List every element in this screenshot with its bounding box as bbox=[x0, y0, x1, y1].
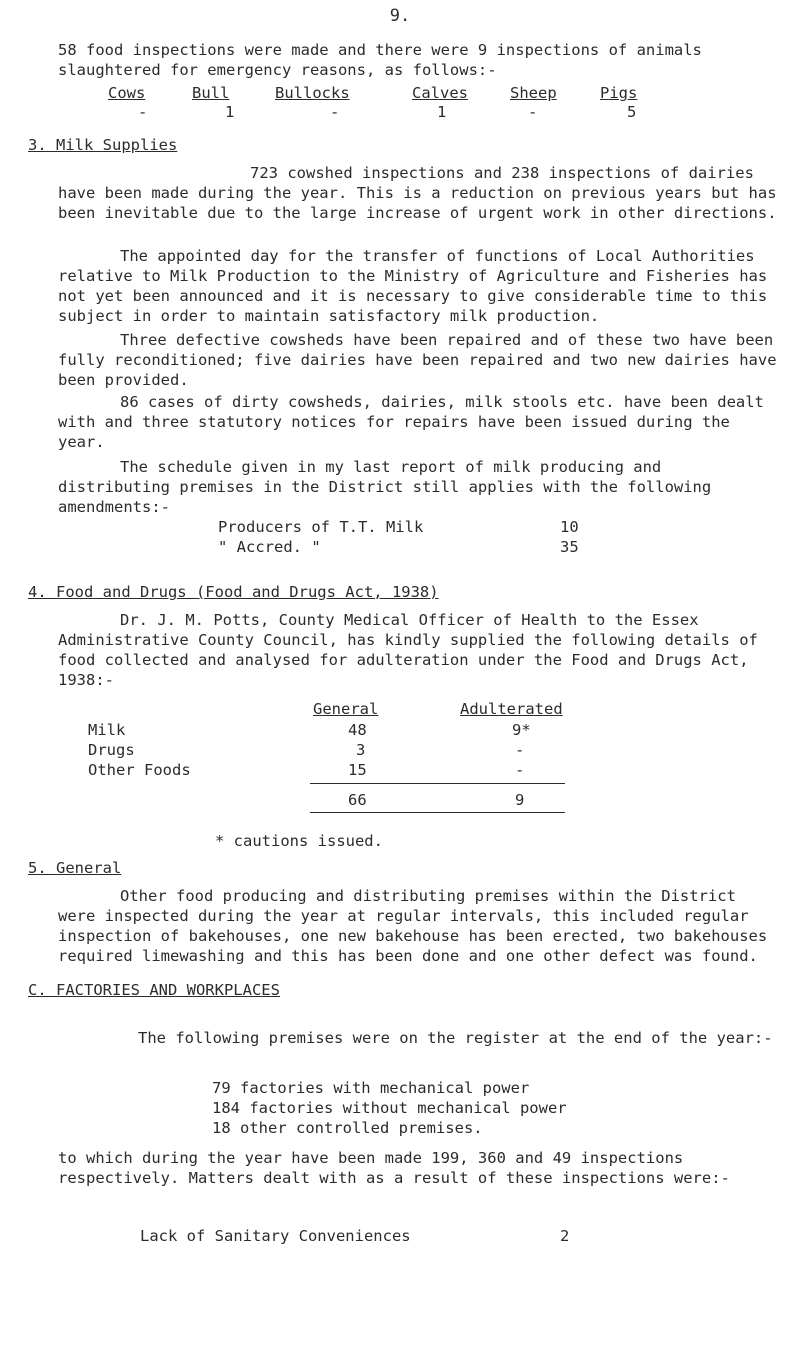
adulteration-total-adulterated: 9 bbox=[515, 791, 525, 809]
producers-label: " Accred. " bbox=[218, 538, 321, 556]
slaughter-value: - bbox=[528, 103, 538, 121]
page-number: 9. bbox=[389, 6, 411, 26]
producers-value: 35 bbox=[560, 538, 579, 556]
adulteration-row-adulterated: 9* bbox=[512, 721, 531, 739]
factories-paragraph-2: to which during the year have been made 199, 360 and 49 inspections respectively. Matters dealt with as a result of these inspections were:- bbox=[58, 1149, 730, 1187]
section-heading-milk: 3. Milk Supplies bbox=[28, 136, 178, 154]
milk-paragraph-2: The appointed day for the transfer of functions of Local Authorities relative to Milk Production to the Ministry of Agriculture and Fisheries has not yet been announced and it is necessary to give considerable time to this subject in order to maintain satisfactory milk production. bbox=[58, 247, 768, 325]
adulteration-row-adulterated: - bbox=[515, 741, 525, 759]
slaughter-value: 1 bbox=[225, 103, 235, 121]
milk-paragraph-3: Three defective cowsheds have been repaired and of these two have been fully reconditioned; five dairies have been repaired and two new dairies have been provided. bbox=[58, 331, 777, 389]
slaughter-header: Bull bbox=[192, 84, 230, 102]
factories-list-item: 184 factories without mechanical power bbox=[212, 1099, 567, 1117]
factories-list-item: 18 other controlled premises. bbox=[212, 1119, 483, 1137]
slaughter-value: - bbox=[138, 103, 148, 121]
adulteration-total-general: 66 bbox=[348, 791, 367, 809]
adulteration-header: General bbox=[313, 700, 379, 718]
adulteration-row-label: Drugs bbox=[88, 741, 135, 759]
total-rule bbox=[310, 812, 565, 813]
producers-label: Producers of T.T. Milk bbox=[218, 518, 424, 536]
adulteration-header: Adulterated bbox=[460, 700, 563, 718]
section-heading-food-drugs: 4. Food and Drugs (Food and Drugs Act, 1938) bbox=[28, 583, 439, 601]
adulteration-row-general: 3 bbox=[356, 741, 366, 759]
adulteration-footnote: * cautions issued. bbox=[215, 832, 383, 850]
producers-value: 10 bbox=[560, 518, 579, 536]
slaughter-value: 1 bbox=[437, 103, 447, 121]
general-paragraph: Other food producing and distributing premises within the District were inspected during the year at regular intervals, this included regular inspection of bakehouses, one new bakehouse has been erected, two bakehouses required limewashing and this has been done and one other defect was found. bbox=[58, 887, 768, 965]
slaughter-value: - bbox=[330, 103, 340, 121]
section-heading-factories: C. FACTORIES AND WORKPLACES bbox=[28, 981, 280, 999]
slaughter-header: Pigs bbox=[600, 84, 638, 102]
adulteration-row-general: 15 bbox=[348, 761, 367, 779]
adulteration-row-general: 48 bbox=[348, 721, 367, 739]
slaughter-header: Calves bbox=[412, 84, 468, 102]
factories-paragraph-1: The following premises were on the register at the end of the year:- bbox=[138, 1029, 773, 1047]
adulteration-row-label: Milk bbox=[88, 721, 126, 739]
intro-paragraph: 58 food inspections were made and there were 9 inspections of animals slaughtered for emergency reasons, as follows:- bbox=[58, 41, 702, 79]
milk-paragraph-4: 86 cases of dirty cowsheds, dairies, milk stools etc. have been dealt with and three statutory notices for repairs have been issued during the year. bbox=[58, 393, 764, 451]
slaughter-header: Cows bbox=[108, 84, 146, 102]
section-heading-general: 5. General bbox=[28, 859, 122, 877]
adulteration-row-adulterated: - bbox=[515, 761, 525, 779]
total-rule bbox=[310, 783, 565, 784]
milk-paragraph-5: The schedule given in my last report of milk producing and distributing premises in the District still applies with the following amendments:- bbox=[58, 458, 712, 516]
factories-matter-value: 2 bbox=[560, 1227, 570, 1245]
slaughter-header: Sheep bbox=[510, 84, 557, 102]
factories-matter-label: Lack of Sanitary Conveniences bbox=[140, 1227, 411, 1245]
slaughter-value: 5 bbox=[627, 103, 637, 121]
adulteration-row-label: Other Foods bbox=[88, 761, 191, 779]
food-drugs-paragraph: Dr. J. M. Potts, County Medical Officer of Health to the Essex Administrative County Council, has kindly supplied the following details of food collected and analysed for adulteration under the Food and Drugs Act, 1938:- bbox=[58, 611, 758, 689]
factories-list-item: 79 factories with mechanical power bbox=[212, 1079, 530, 1097]
slaughter-header: Bullocks bbox=[275, 84, 350, 102]
milk-paragraph-1: 723 cowshed inspections and 238 inspections of dairies have been made during the year. This is a reduction on previous years but has been inevitable due to the large increase of urgent work in other directions. bbox=[58, 164, 777, 222]
